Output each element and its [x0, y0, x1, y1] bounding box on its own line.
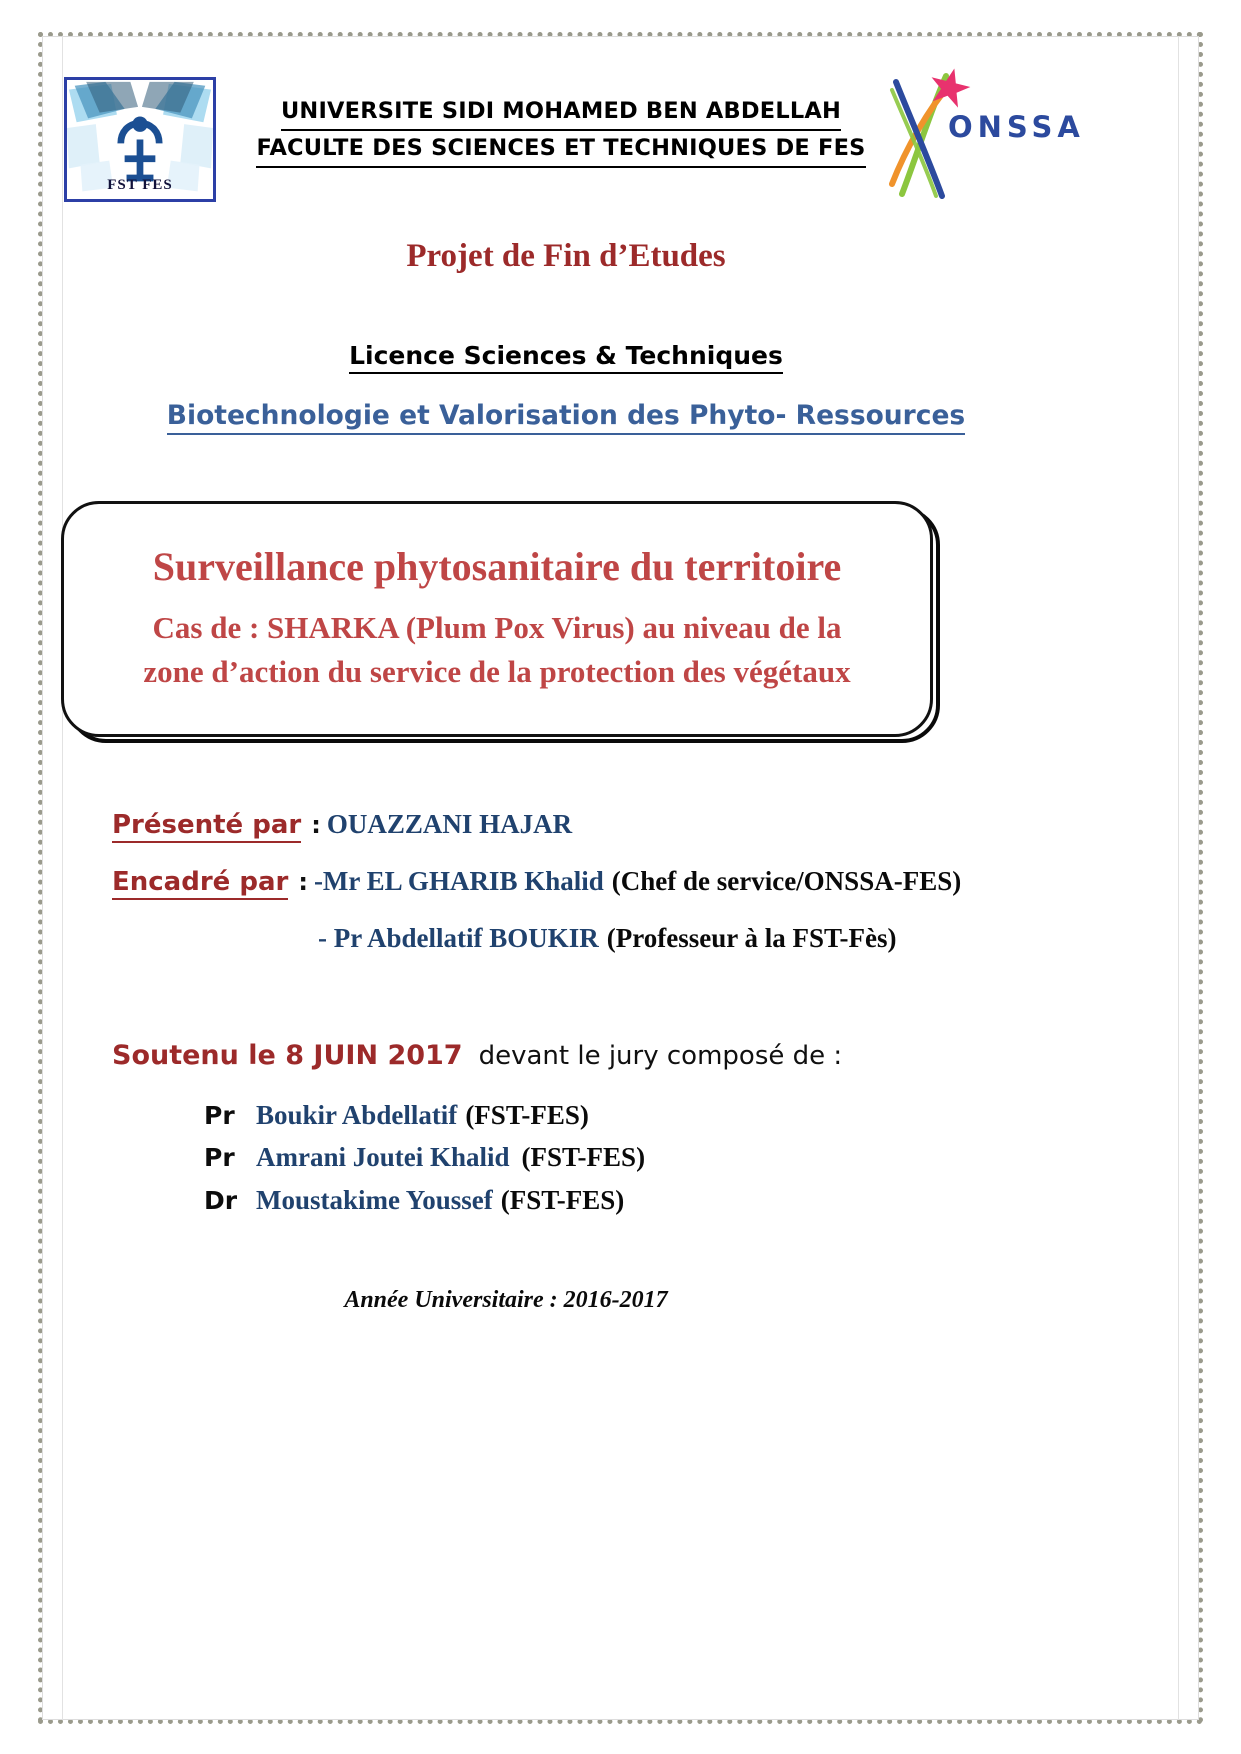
fst-logo-label: FST FES: [107, 177, 173, 193]
defense-date: Soutenu le 8 JUIN 2017: [112, 1040, 463, 1071]
presented-by-name: OUAZZANI HAJAR: [326, 809, 573, 839]
presented-by-colon: :: [311, 811, 321, 839]
jury-member-title: Pr: [204, 1143, 235, 1173]
thesis-title-box-wrapper: [56, 497, 1076, 747]
supervisor-2-affiliation: (Professeur à la FST-Fès): [606, 923, 897, 953]
jury-member-row: [204, 1182, 1076, 1219]
university-line-2: FACULTE DES SCIENCES ET TECHNIQUES DE FES: [256, 131, 865, 168]
thesis-title-sub: [143, 606, 850, 694]
thesis-title-main: Surveillance phytosanitaire du territoire: [152, 543, 842, 589]
supervisor-1-affiliation: (Chef de service/ONSSA-FES): [611, 866, 962, 896]
jury-member-title: Dr: [204, 1185, 238, 1215]
academic-year-footer: Année Universitaire : 2016-2017: [344, 1286, 668, 1313]
degree-label: Licence Sciences & Techniques: [349, 341, 783, 374]
supervisor-2-name: - Pr Abdellatif BOUKIR: [318, 923, 599, 953]
document-header: [56, 46, 1085, 193]
jury-member-name: Moustakime Youssef: [256, 1184, 493, 1215]
defense-line: [56, 1040, 1076, 1071]
thesis-title-sub-line-2: zone d’action du service de la protection des végétaux: [143, 654, 851, 689]
jury-member-affiliation: (FST-FES): [521, 1142, 646, 1173]
thesis-title-box: [61, 501, 933, 737]
credits-section: [56, 809, 1076, 954]
supervised-by-colon: :: [298, 868, 308, 896]
degree-line: [56, 341, 1076, 374]
presented-by-label: Présenté par: [112, 810, 301, 843]
jury-member-name: Amrani Joutei Khalid: [256, 1142, 510, 1173]
jury-list: [56, 1097, 1076, 1219]
jury-member-row: [204, 1139, 1076, 1176]
frame-rule-right: [1178, 36, 1179, 1720]
onssa-logo-text: ONSSA: [948, 110, 1085, 144]
supervised-by-label: Encadré par: [112, 867, 288, 900]
jury-member-row: [204, 1097, 1076, 1134]
jury-member-affiliation: (FST-FES): [500, 1184, 625, 1215]
specialty-line: [56, 400, 1076, 435]
specialty-label: Biotechnologie et Valorisation des Phyto- Ressources: [167, 400, 965, 435]
supervisor-2-row: [112, 923, 1076, 954]
thesis-title-sub-line-1: Cas de : SHARKA (Plum Pox Virus) au niveau de la: [152, 609, 842, 645]
fst-fes-logo: [64, 77, 216, 202]
university-title: [236, 94, 886, 168]
supervised-by-row: [112, 866, 1076, 897]
jury-member-name: Boukir Abdellatif: [256, 1100, 458, 1130]
jury-intro-text: devant le jury composé de :: [478, 1041, 843, 1071]
supervisor-1-name: -Mr EL GHARIB Khalid: [313, 866, 604, 896]
page-content: [56, 46, 1085, 1686]
jury-member-title: Pr: [204, 1101, 235, 1130]
jury-member-affiliation: (FST-FES): [465, 1100, 589, 1130]
presented-by-row: [112, 809, 1076, 840]
onssa-logo: [884, 66, 1085, 201]
university-line-1: UNIVERSITE SIDI MOHAMED BEN ABDELLAH: [281, 94, 841, 131]
project-type: Projet de Fin d’Etudes: [406, 238, 726, 274]
